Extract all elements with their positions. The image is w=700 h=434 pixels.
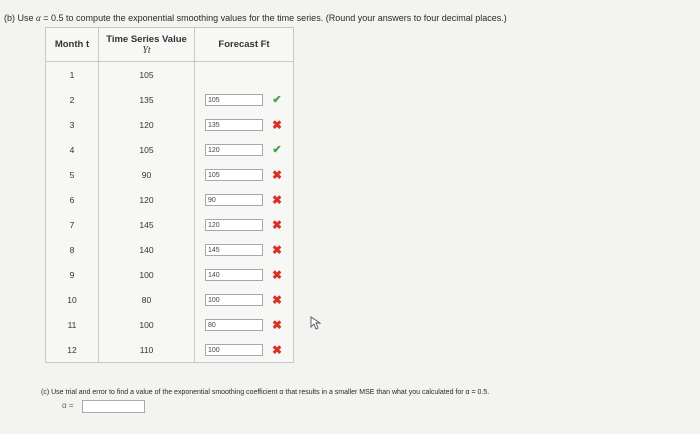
forecast-cell: [195, 262, 294, 287]
x-mark-icon: ✖: [271, 242, 283, 257]
forecast-cell: [195, 337, 294, 363]
forecast-cell: [195, 287, 294, 312]
forecast-cell: [195, 162, 294, 187]
forecast-input[interactable]: 80: [205, 319, 263, 331]
month-cell: 5: [46, 162, 99, 187]
forecast-cell: [195, 62, 294, 88]
exponential-smoothing-table: [45, 27, 294, 363]
month-cell: 8: [46, 237, 99, 262]
table-body: [46, 62, 294, 363]
forecast-input[interactable]: 100: [205, 294, 263, 306]
month-cell: 11: [46, 312, 99, 337]
part-b-prefix: (b) Use: [4, 13, 34, 23]
time-series-value-cell: 145: [99, 212, 195, 237]
table-row: [46, 112, 294, 137]
forecast-input[interactable]: 105: [205, 94, 263, 106]
time-series-value-cell: 110: [99, 337, 195, 363]
table-row: [46, 187, 294, 212]
time-series-value-cell: 100: [99, 262, 195, 287]
time-series-value-header-label: Time Series Value: [106, 33, 187, 45]
month-cell: 12: [46, 337, 99, 363]
mouse-cursor-icon: [310, 316, 322, 330]
table-row: [46, 312, 294, 337]
x-mark-icon: ✖: [271, 117, 283, 132]
x-mark-icon: ✖: [271, 342, 283, 357]
table-row: [46, 237, 294, 262]
forecast-input[interactable]: 135: [205, 119, 263, 131]
time-series-value-cell: 135: [99, 87, 195, 112]
forecast-cell: [195, 237, 294, 262]
x-mark-icon: ✖: [271, 317, 283, 332]
month-cell: 9: [46, 262, 99, 287]
x-mark-icon: ✖: [271, 192, 283, 207]
table-row: [46, 137, 294, 162]
time-series-value-cell: 120: [99, 187, 195, 212]
time-series-value-cell: 140: [99, 237, 195, 262]
forecast-cell: [195, 137, 294, 162]
time-series-value-cell: 105: [99, 62, 195, 88]
table-row: [46, 212, 294, 237]
forecast-header: Forecast Ft: [195, 28, 294, 62]
table-row: [46, 262, 294, 287]
table-row: [46, 87, 294, 112]
x-mark-icon: ✖: [271, 267, 283, 282]
checkmark-icon: ✔: [272, 94, 282, 106]
part-b-instruction: [4, 13, 507, 23]
alpha-symbol: α: [36, 13, 41, 23]
alpha-label: α =: [62, 401, 74, 410]
table-row: [46, 62, 294, 88]
part-b-text: = 0.5 to compute the exponential smoothing values for the time series. (Round your answers to four decimal places.): [43, 13, 507, 23]
month-cell: 10: [46, 287, 99, 312]
forecast-cell: [195, 87, 294, 112]
forecast-input[interactable]: 105: [205, 169, 263, 181]
forecast-input[interactable]: 90: [205, 194, 263, 206]
forecast-input[interactable]: 140: [205, 269, 263, 281]
month-cell: 2: [46, 87, 99, 112]
time-series-value-header-symbol: Yt: [142, 44, 151, 56]
month-cell: 4: [46, 137, 99, 162]
month-header: Month t: [46, 28, 99, 62]
forecast-input[interactable]: 120: [205, 144, 263, 156]
time-series-value-cell: 90: [99, 162, 195, 187]
table-row: [46, 287, 294, 312]
forecast-cell: [195, 112, 294, 137]
time-series-value-cell: 105: [99, 137, 195, 162]
checkmark-icon: ✔: [272, 144, 282, 156]
month-cell: 1: [46, 62, 99, 88]
x-mark-icon: ✖: [271, 292, 283, 307]
part-c-instruction: (c) Use trial and error to find a value of the exponential smoothing coefficient α that results in a smaller MSE than what you calculated for α = 0.5.: [41, 389, 490, 396]
x-mark-icon: ✖: [271, 217, 283, 232]
table-row: [46, 337, 294, 363]
time-series-value-cell: 100: [99, 312, 195, 337]
forecast-input[interactable]: 120: [205, 219, 263, 231]
forecast-input[interactable]: 100: [205, 344, 263, 356]
forecast-input[interactable]: 145: [205, 244, 263, 256]
forecast-cell: [195, 187, 294, 212]
forecast-cell: [195, 312, 294, 337]
x-mark-icon: ✖: [271, 167, 283, 182]
time-series-value-cell: 80: [99, 287, 195, 312]
alpha-answer-input[interactable]: [82, 400, 145, 413]
time-series-value-cell: 120: [99, 112, 195, 137]
month-cell: 3: [46, 112, 99, 137]
time-series-value-header: [99, 28, 195, 62]
month-cell: 7: [46, 212, 99, 237]
forecast-cell: [195, 212, 294, 237]
table-row: [46, 162, 294, 187]
month-cell: 6: [46, 187, 99, 212]
